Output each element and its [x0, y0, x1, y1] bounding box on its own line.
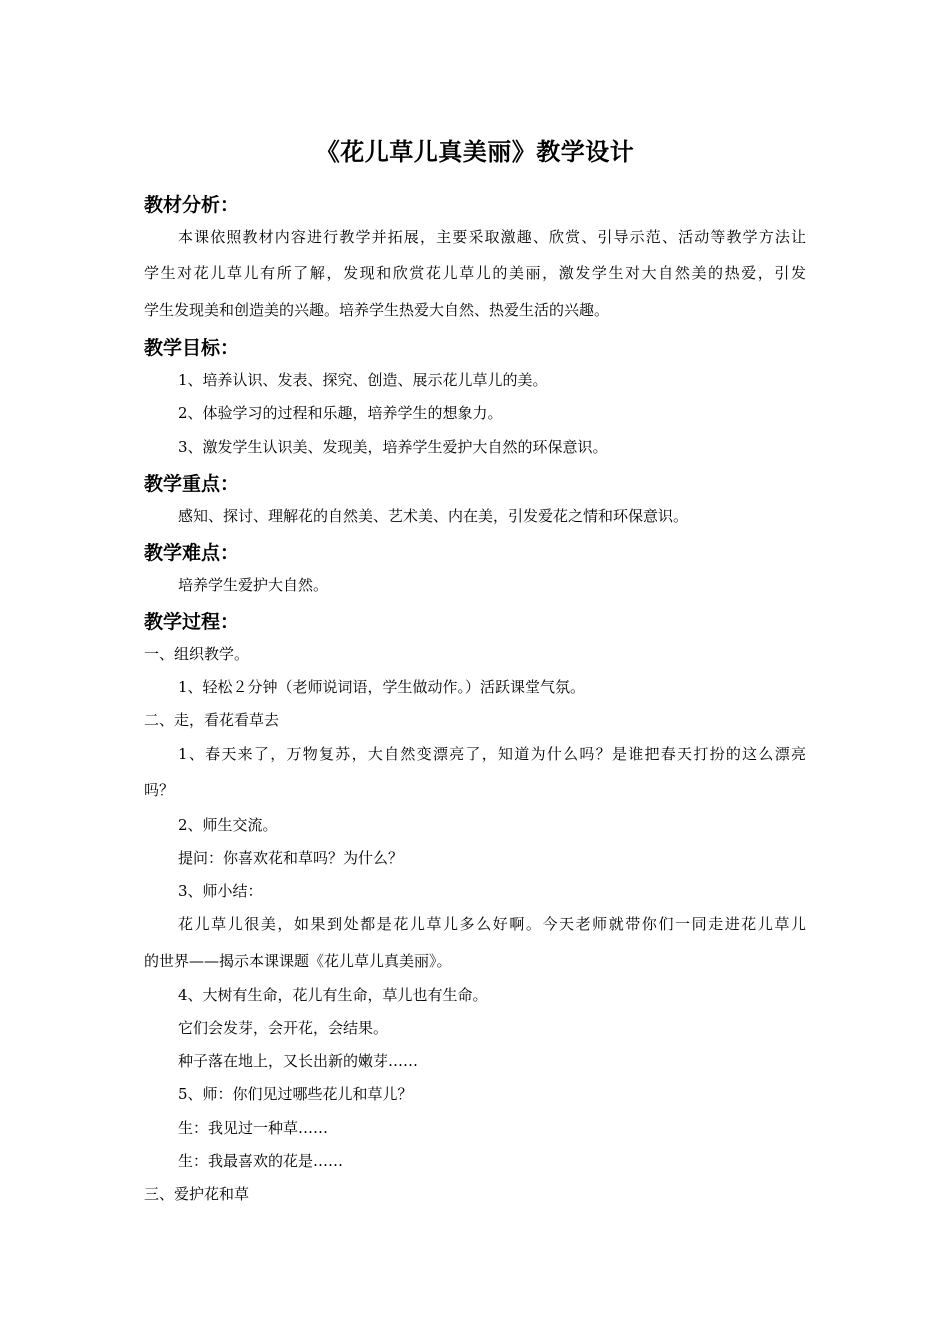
process-line: 三、爱护花和草 [144, 1185, 250, 1203]
process-line: 一、组织教学。 [144, 645, 250, 663]
document-title: 《花儿草儿真美丽》教学设计 [315, 138, 635, 166]
process-line: 的世界——揭示本课课题《花儿草儿真美丽》。 [144, 952, 452, 970]
section-heading-key-points: 教学重点： [144, 473, 240, 495]
section-heading-goals: 教学目标： [144, 337, 240, 359]
process-line: 生：我最喜欢的花是…… [178, 1152, 344, 1170]
paragraph-line: 培养学生爱护大自然。 [178, 576, 329, 594]
section-heading-analysis: 教材分析： [144, 194, 240, 216]
list-item: 1、培养认识、发表、探究、创造、展示花儿草儿的美。 [178, 371, 548, 389]
process-line: 4、大树有生命，花儿有生命，草儿也有生命。 [178, 986, 488, 1004]
paragraph-line: 感知、探讨、理解花的自然美、艺术美、内在美，引发爱花之情和环保意识。 [178, 507, 689, 525]
process-line: 1、轻松２分钟（老师说词语，学生做动作。）活跃课堂气氛。 [178, 678, 586, 696]
process-line: 提问：你喜欢花和草吗？为什么？ [178, 849, 404, 867]
process-line: 5、师：你们见过哪些花儿和草儿？ [178, 1085, 413, 1103]
paragraph-line: 学生发现美和创造美的兴趣。培养学生热爱大自然、热爱生活的兴趣。 [144, 301, 610, 319]
paragraph-line: 本课依照教材内容进行教学并拓展，主要采取激趣、欣赏、引导示范、活动等教学方法让 [178, 228, 806, 246]
process-line: 它们会发芽，会开花，会结果。 [178, 1019, 389, 1037]
section-heading-process: 教学过程： [144, 611, 240, 633]
process-line: 3、师小结： [178, 882, 263, 900]
process-line: 二、走，看花看草去 [144, 711, 280, 729]
process-line: 生：我见过一种草…… [178, 1119, 329, 1137]
process-line: 花儿草儿很美，如果到处都是花儿草儿多么好啊。今天老师就带你们一同走进花儿草儿 [178, 915, 806, 933]
process-line: 吗？ [144, 781, 175, 799]
list-item: 3、激发学生认识美、发现美，培养学生爱护大自然的环保意识。 [178, 438, 608, 456]
list-item: 2、体验学习的过程和乐趣，培养学生的想象力。 [178, 404, 503, 422]
section-heading-difficulties: 教学难点： [144, 542, 240, 564]
process-line: 2、师生交流。 [178, 816, 278, 834]
paragraph-line: 学生对花儿草儿有所了解，发现和欣赏花儿草儿的美丽，激发学生对大自然美的热爱，引发 [144, 264, 806, 282]
process-line: 种子落在地上，又长出新的嫩芽…… [178, 1052, 419, 1070]
process-line: 1、春天来了，万物复苏，大自然变漂亮了，知道为什么吗？是谁把春天打扮的这么漂亮 [178, 745, 806, 763]
